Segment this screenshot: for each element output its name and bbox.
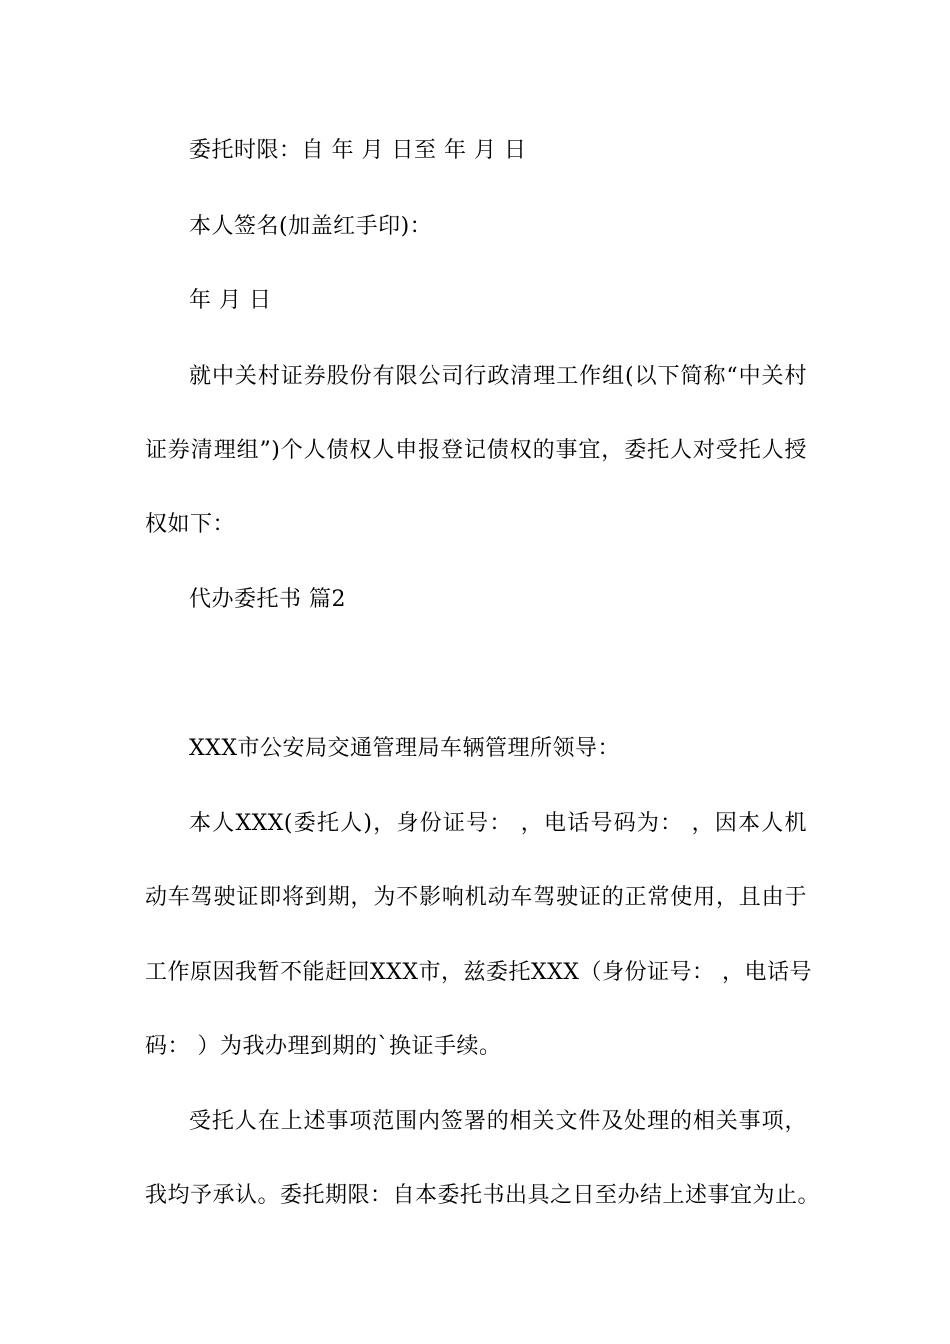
paragraph-line: 动车驾驶证即将到期，为不影响机动车驾驶证的正常使用，且由于	[145, 885, 807, 910]
paragraph-line: 权如下：	[145, 512, 236, 537]
entrust-period-line: 委托时限：自 年 月 日至 年 月 日	[189, 138, 527, 163]
addressee-line: XXX市公安局交通管理局车辆管理所领导：	[189, 736, 620, 761]
paragraph-line: 受托人在上述事项范围内签署的相关文件及处理的相关事项，	[189, 1109, 807, 1134]
paragraph-line: 证券清理组”)个人债权人申报登记债权的事宜，委托人对受托人授	[145, 438, 807, 463]
date-line: 年 月 日	[189, 288, 272, 313]
paragraph-line: 本人XXX(委托人)，身份证号： ，电话号码为： ，因本人机	[189, 811, 807, 836]
paragraph-line: 就中关村证券股份有限公司行政清理工作组(以下简称“中关村	[189, 364, 807, 389]
paragraph-line: 码： ）为我办理到期的`换证手续。	[145, 1034, 502, 1059]
signature-line: 本人签名(加盖红手印)：	[189, 214, 433, 239]
paragraph-line: 工作原因我暂不能赶回XXX市，兹委托XXX（身份证号： ，电话号	[145, 960, 812, 985]
paragraph-line: 我均予承认。委托期限：自本委托书出具之日至办结上述事宜为止。	[145, 1183, 821, 1208]
section-heading: 代办委托书 篇2	[189, 587, 346, 612]
